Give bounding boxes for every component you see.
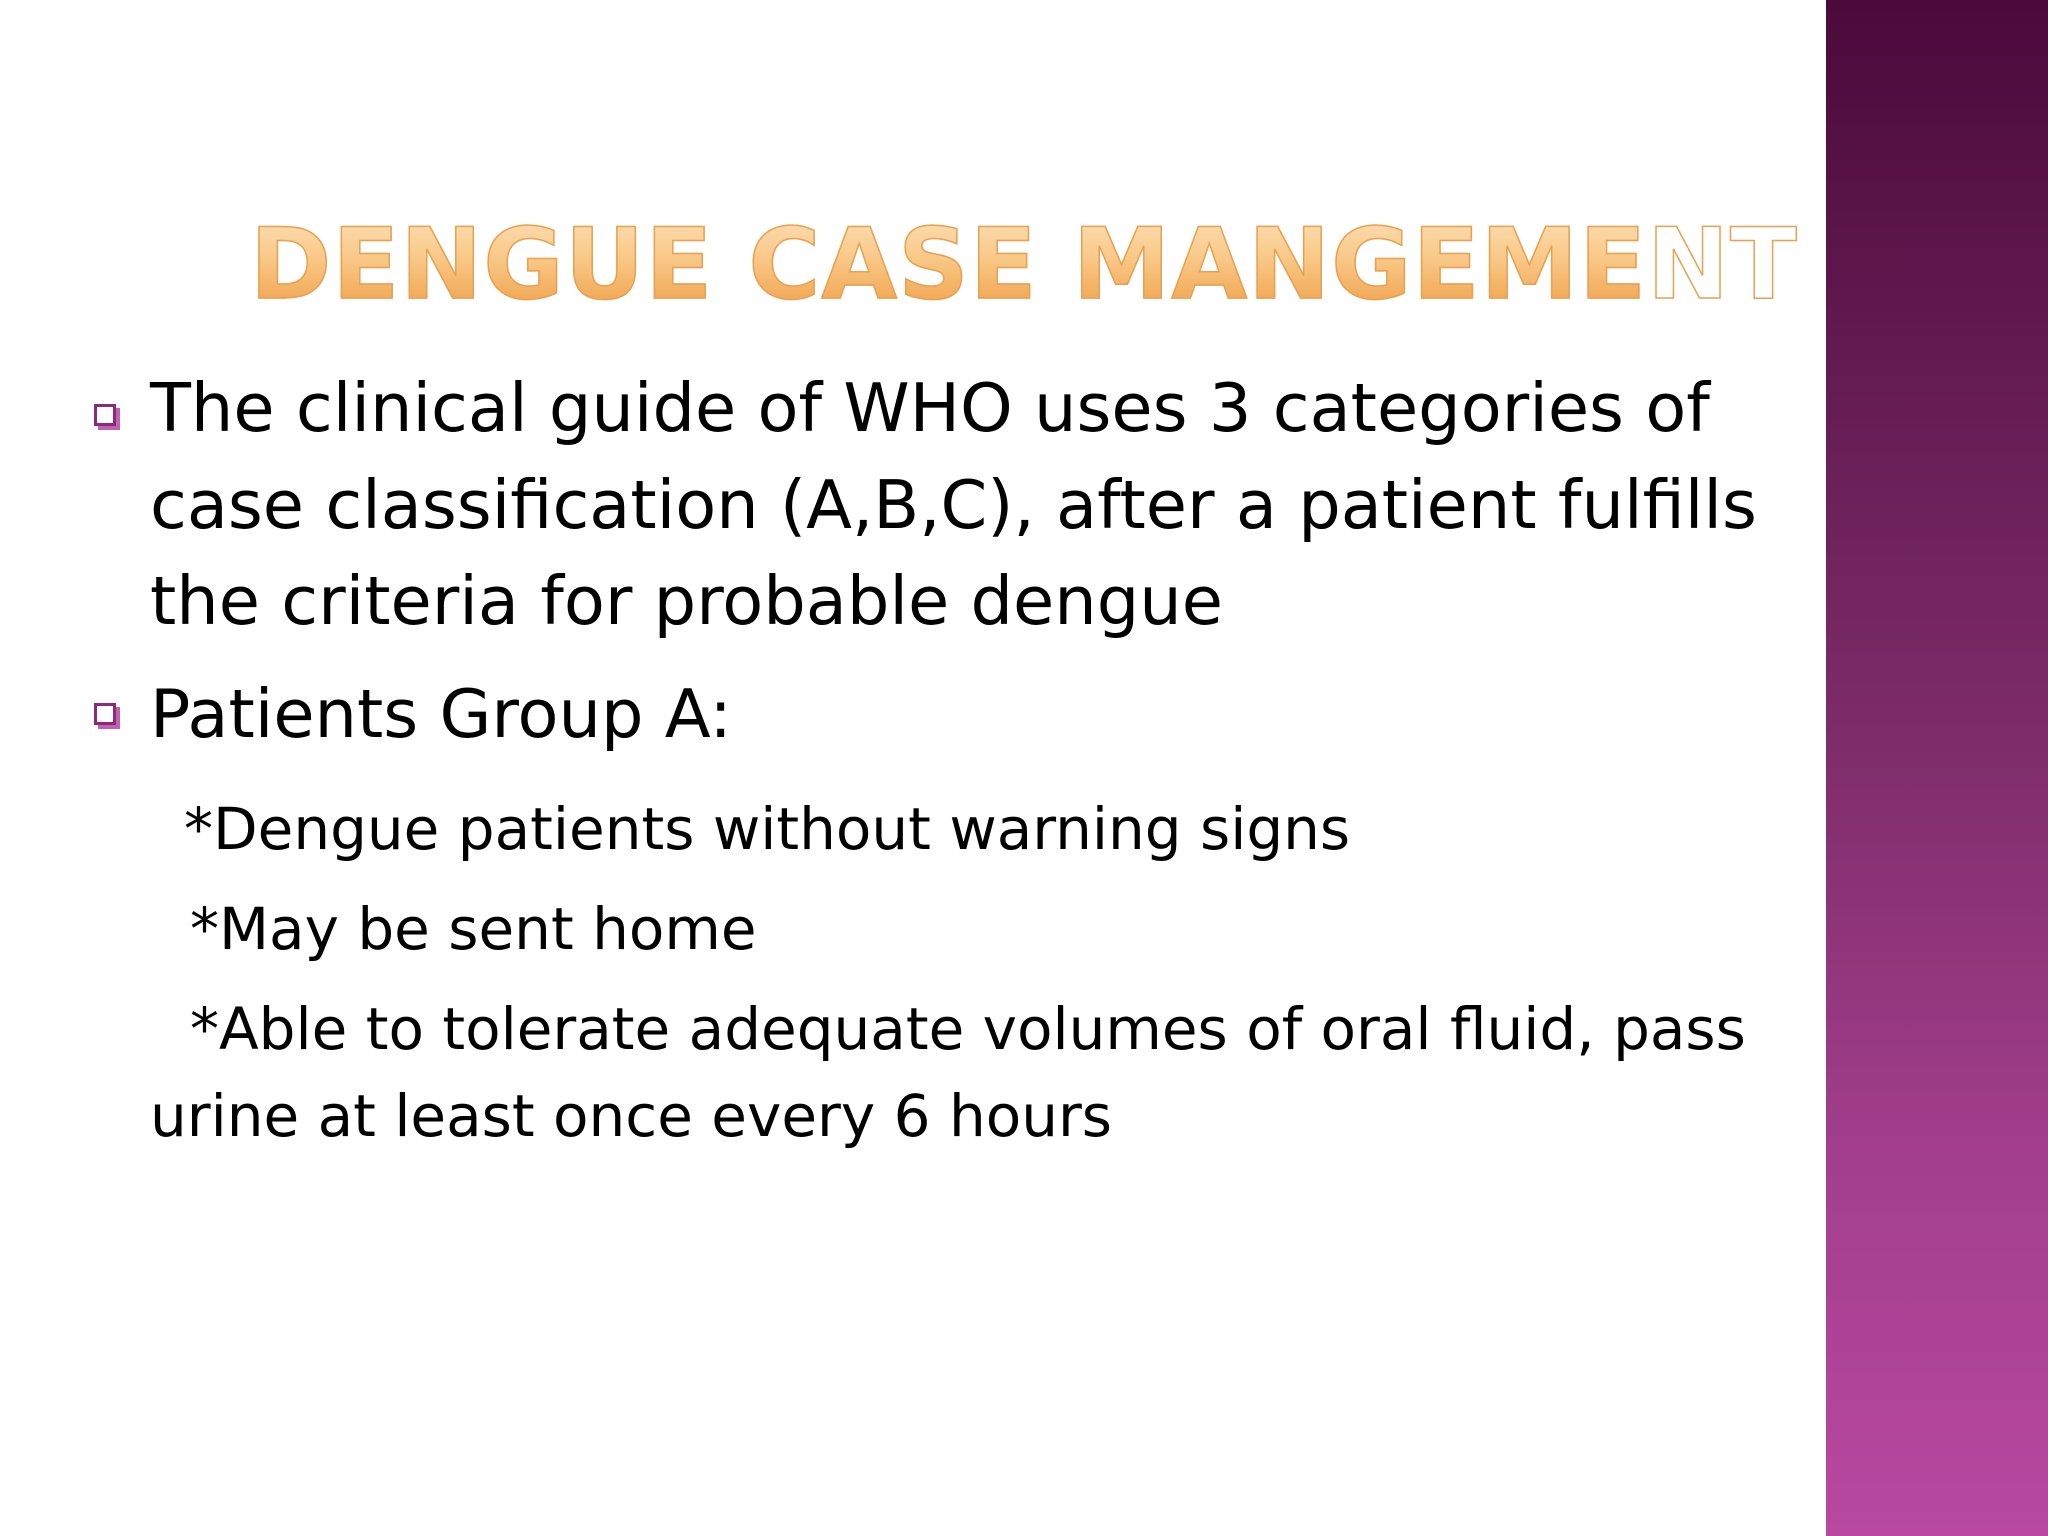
bullet-square-icon: [94, 703, 116, 725]
sub-item-no-warning-signs: *Dengue patients without warning signs: [184, 795, 1351, 863]
bullet-1-line-2: case classification (A,B,C), after a patient fulfills: [150, 466, 1757, 544]
bullet-2-line-1: Patients Group A:: [150, 675, 732, 753]
sub-item-tolerate-fluids-cont: urine at least once every 6 hours: [150, 1082, 1113, 1150]
decorative-side-bar: [1826, 0, 2048, 1536]
bullet-1-line-3: the criteria for probable dengue: [150, 562, 1223, 640]
sub-item-tolerate-fluids: *Able to tolerate adequate volumes of oral fluid, pass: [190, 995, 1746, 1063]
bullet-1-line-1: The clinical guide of WHO uses 3 categories of: [150, 369, 1710, 447]
sub-item-sent-home: *May be sent home: [190, 895, 757, 963]
slide-title: DENGUE CASE MANGEMENT: [250, 200, 1650, 330]
bullet-square-icon: [94, 404, 116, 426]
